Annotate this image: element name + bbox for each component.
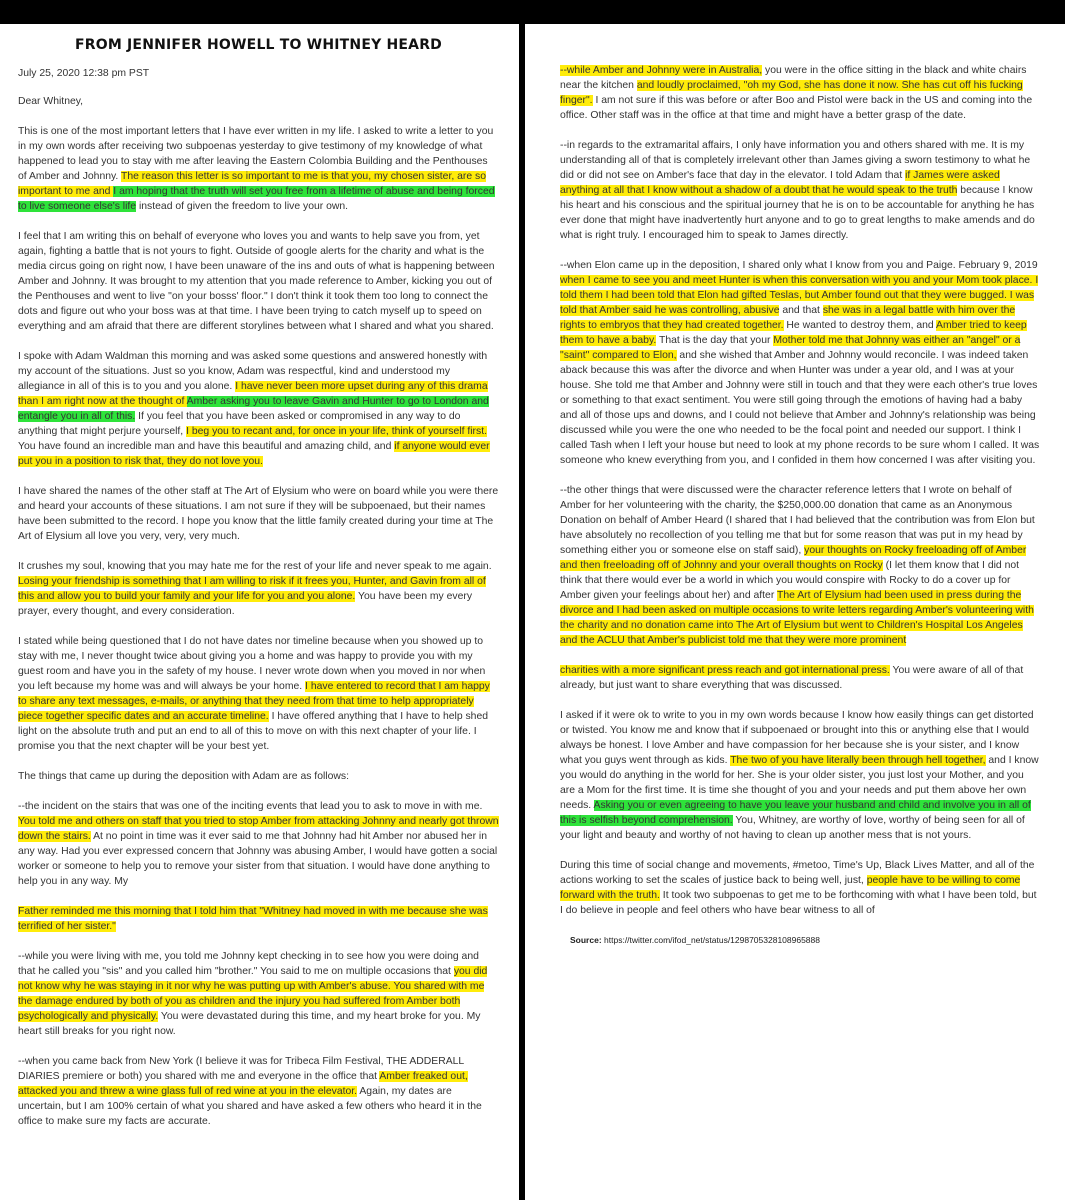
yellow-highlight: Amber tried to keep them to have a baby. xyxy=(560,320,1027,346)
text-run: If you feel that you have been asked or compromised in any way to do anything that might perjure yourself, xyxy=(18,411,461,437)
text-run: I asked if it were ok to write to you in my own words because I know how easily things can get distorted or twisted. You know me and know that if subpoenaed or brought into this or anything else that I would always be honest. I love Amber and have compassion for her because she is your sister, and I know what you guys went through as kids. xyxy=(560,710,1034,766)
yellow-highlight: and loudly proclaimed, "oh my God, she has done it now. She has cut off his fucking finger". xyxy=(560,80,1023,106)
text-run: The things that came up during the deposition with Adam are as follows: xyxy=(18,771,349,782)
text-run: --while you were living with me, you told me Johnny kept checking in to see how you were doing and that he called you "sis" and you called him "brother." You said to me on multiple occasions that xyxy=(18,951,479,977)
yellow-highlight: --while Amber and Johnny were in Australia, xyxy=(560,65,763,76)
text-run: During this time of social change and movements, #metoo, Time's Up, Black Lives Matter, and all of the actions working to set the scales of justice back to being well, just, xyxy=(560,860,1035,886)
yellow-highlight: Losing your friendship is something that I am willing to risk if it frees you, Hunter, and Gavin from all of this and allow you to build your family and your life for you and you alone. xyxy=(18,576,486,602)
paragraph xyxy=(18,484,499,544)
yellow-highlight: if anyone would ever put you in a position to risk that, they do not love you. xyxy=(18,441,490,467)
text-run: and she wished that Amber and Johnny would reconcile. I was indeed taken aback because this was after the divorce and when Hunter was under a year old, and I was at your house. She told me that Amber and Johnny were still in touch and that they were each other's true loves or something to that exact sentiment. You were still going through the emotions of having had a baby and all of those ups and downs, and I could not believe that Amber and Johnny's relationship was being discussed while you were the one who needed to be the focal point and needed our support. I think I called Tash when I left your house but need to look at my phone records to be sure whom I called. It was someone who knew everything from you, and I confided in them how concerned I was after visiting you. xyxy=(560,350,1040,466)
text-run: you were in the office sitting in the black and white chairs near the kitchen xyxy=(560,65,1027,91)
yellow-highlight: Mother told me that Johnny was either an "angel" or a "saint" compared to Elon, xyxy=(560,335,1021,361)
paragraph xyxy=(18,124,499,214)
text-run: Again, my dates are uncertain, but I am 100% certain of what you shared and have asked a few others who heard it in the office to make sure my facts are accurate. xyxy=(18,1086,482,1127)
text-run: You were devastated during this time, and my heart broke for you. My heart still breaks for you right now. xyxy=(18,1011,481,1037)
text-run: You, Whitney, are worthy of love, worthy of being seen for all of your light and beauty and worthy of not having to clean up another mess that is not yours. xyxy=(560,815,1025,841)
yellow-highlight: The Art of Elysium had been used in press during the divorce and I had been asked on multiple occasions to write letters regarding Amber's volunteering with the charity and no donation came into The Art of Elysium but went to Children's Hospital Los Angeles and the ACLU that Amber's publicist told me that they were more prominent xyxy=(560,590,1034,646)
text-run: and that xyxy=(779,305,823,316)
text-run: --the incident on the stairs that was one of the inciting events that lead you to ask to move in with me. xyxy=(18,801,483,812)
source-citation xyxy=(570,933,1040,948)
paragraph xyxy=(18,799,499,889)
yellow-highlight: when I came to see you and meet Hunter is when this conversation with you and your Mom took place. I told them I had been told that Elon had gifted Teslas, but Amber found out that they were bugged. I was told that Amber said he was controlling, abusive xyxy=(560,275,1039,316)
text-run: I am not sure if this was before or after Boo and Pistol were back in the US and coming into the office. Other staff was in the office at that time and might have a better grasp of the date. xyxy=(560,95,1033,121)
text-run: --when Elon came up in the deposition, I shared only what I know from you and Paige. February 9, 2019 xyxy=(560,260,1038,271)
text-run: It took two subpoenas to get me to be forthcoming with what I have been told, but I do believe in people and feel others who have bear witness to all of xyxy=(560,890,1037,916)
text-run: You were aware of all of that already, but just want to share everything that was discussed. xyxy=(560,665,1024,691)
green-highlight: Asking you or even agreeing to have you leave your husband and child and involve you in all of this is selfish beyond comprehension. xyxy=(560,800,1031,826)
paragraph xyxy=(560,708,1040,843)
yellow-highlight: if James were asked anything at all that I know without a shadow of a doubt that he would speak to the truth xyxy=(560,170,1000,196)
text-run: I stated while being questioned that I do not have dates nor timeline because when you showed up to stay with me, I never thought twice about giving you a home and was happy to provide you with my guest room and have you in the safety of my house. I never wrote down when you moved in nor when you left because my home was and will always be your home. xyxy=(18,636,486,692)
source-label: Source: xyxy=(570,935,602,945)
top-black-bar xyxy=(0,0,1065,24)
text-run: At no point in time was it ever said to me that Johnny had hit Amber nor abused her in any way. Had you ever expressed concern that Johnny was abusing Amber, I would have gotten a social worker or someone to help you to remove your sister from that situation. I would have done anything to help you in any way. My xyxy=(18,831,498,887)
left-column xyxy=(18,24,499,1144)
letter-date: July 25, 2020 12:38 pm PST xyxy=(18,68,150,79)
letter-greeting: Dear Whitney, xyxy=(18,96,84,107)
text-run: and I know you would do anything in the world for her. She is your older sister, you just lost your Mother, and you are a Mom for the first time. It is time she thought of you and your needs and put them above her own needs. xyxy=(560,755,1039,811)
paragraph xyxy=(18,949,499,1039)
text-run: because I know his heart and his conscious and the spiritual journey that he is on to be accountable for anything he has ever done that might have inadvertently hurt anyone and to go to great lengths to make amends and do what is right truly. I encouraged him to speak to James directly. xyxy=(560,185,1035,241)
paragraph xyxy=(560,138,1040,243)
text-run: That is the day that your xyxy=(656,335,774,346)
yellow-highlight: You told me and others on staff that you tried to stop Amber from attacking Johnny and nearly got thrown down the stairs. xyxy=(18,816,499,842)
green-highlight: I am hoping that the truth will set you free from a lifetime of abuse and being forced to live someone else's life xyxy=(18,186,495,212)
paragraph xyxy=(18,904,499,934)
paragraph xyxy=(18,559,499,619)
yellow-highlight: I have entered to record that I am happy to share any text messages, e-mails, or anything that they need from that time to help appropriately piece together specific dates and an accurate timeline. xyxy=(18,681,490,722)
paragraph xyxy=(560,663,1040,693)
yellow-highlight: The reason this letter is so important to me is that you, my chosen sister, are so important to me and xyxy=(18,171,487,197)
paragraph xyxy=(560,483,1040,648)
paragraph xyxy=(18,769,499,784)
text-run: You have been my every prayer, every thought, and every consideration. xyxy=(18,591,473,617)
yellow-highlight: The two of you have literally been through hell together, xyxy=(730,755,986,766)
text-run: instead of given the freedom to live your own. xyxy=(136,201,349,212)
paragraph xyxy=(18,349,499,469)
text-run: --the other things that were discussed were the character reference letters that I wrote on behalf of Amber for her volunteering with the charity, the $250,000.00 donation that came as an Anonymous Donation on behalf of Amber Heard (I shared that I had believed that the contribution was from Elon but have absolutely no recollection of you telling me that but for some reason that was put in my head by something either you or someone else on staff said), xyxy=(560,485,1035,556)
yellow-highlight: I beg you to recant and, for once in your life, think of yourself first. xyxy=(186,426,487,437)
paragraph xyxy=(560,63,1040,123)
source-link[interactable]: https://twitter.com/ifod_net/status/1298705328108965888 xyxy=(604,935,820,945)
letter-page-right xyxy=(525,24,1065,1200)
text-run: He wanted to destroy them, and xyxy=(783,320,937,331)
yellow-highlight: people have to be willing to come forward with the truth. xyxy=(560,875,1021,901)
text-run: You have found an incredible man and have this beautiful and amazing child, and xyxy=(18,441,395,452)
letter-page-left xyxy=(0,24,519,1200)
yellow-highlight: Father reminded me this morning that I told him that "Whitney had moved in with me because she was terrified of her sister." xyxy=(18,906,488,932)
yellow-highlight: charities with a more significant press reach and got international press. xyxy=(560,665,890,676)
yellow-highlight: I have never been more upset during any of this drama than I am right now at the thought of xyxy=(18,381,488,407)
text-run: This is one of the most important letters that I have ever written in my life. I asked to write a letter to you in my own words after receiving two subpoenas yesterday to give testimony of my knowledge of what happened to lead you to stay with me after leaving the Eastern Colombia Building and the Penthouses of Amber and Johnny. xyxy=(18,126,494,182)
right-column xyxy=(560,63,1040,948)
paragraph xyxy=(18,229,499,334)
green-highlight: Amber asking you to leave Gavin and Hunter to go to London and entangle you in all of this. xyxy=(18,396,489,422)
left-body xyxy=(18,124,499,1129)
text-run: It crushes my soul, knowing that you may hate me for the rest of your life and never speak to me again. xyxy=(18,561,492,572)
right-body xyxy=(560,63,1040,918)
yellow-highlight: she was in a legal battle with him over the rights to embryos that they had created together. xyxy=(560,305,1016,331)
letter-title: FROM JENNIFER HOWELL TO WHITNEY HEARD xyxy=(74,37,443,53)
paragraph xyxy=(560,258,1040,468)
yellow-highlight: your thoughts on Rocky freeloading off of Amber and then freeloading off of Johnny and your overall thoughts on Rocky xyxy=(560,545,1027,571)
text-run: --in regards to the extramarital affairs, I only have information you and others shared with me. It is my understanding all of that is completely irrelevant other than James giving a sworn testimony to what he did or did not see on Amber's face that day in the elevator. I told Adam that xyxy=(560,140,1031,181)
text-run: I have shared the names of the other staff at The Art of Elysium who were on board while you were there and heard your accounts of these situations. I am not sure if they will be subpoenaed, but their names have been submitted to the record. I hope you know that the little family created during your time at The Art of Elysium all love you very, very, very much. xyxy=(18,486,499,542)
paragraph xyxy=(18,634,499,754)
text-run: (I let them know that I did not think that there would ever be a world in which you would conspire with Rocky to do a cover up for Amber given your feelings about her) and after xyxy=(560,560,1020,601)
yellow-highlight: Amber freaked out, attacked you and threw a wine glass full of red wine at you in the elevator. xyxy=(18,1071,468,1097)
text-run: I have offered anything that I have to help shed light on the absolute truth and put an end to all of this to move on with this next chapter of your life. I promise you that the next chapter will be your best yet. xyxy=(18,711,489,752)
yellow-highlight: you did not know why he was staying in it nor why he was putting up with Amber's abuse. You shared with me the damage endured by both of you as children and the injury you had suffered from Amber both psychologically and physically. xyxy=(18,966,488,1022)
paragraph xyxy=(560,858,1040,918)
paragraph xyxy=(18,1054,499,1129)
text-run: I feel that I am writing this on behalf of everyone who loves you and wants to help save you from, yet again, fighting a battle that is not yours to fight. Outside of google alerts for the charity and what is the media circus going on right now, I have been unaware of the ins and outs of what is happening between Amber and Johnny. It was brought to my attention that you made reference to Amber, kicking you out of the Penthouses and went to live "on your bosss' floor." I don't think it took them too long to connect the dots and figure out who your boss was at that time. I have been trying to catch myself up to speed on everything and am afraid that there are different storylines between what I shared and what you shared. xyxy=(18,231,495,332)
text-run: I spoke with Adam Waldman this morning and was asked some questions and answered honestly with my account of the situations. Just so you know, Adam was respectful, kind and understood my allegiance in all of this is to you and you alone. xyxy=(18,351,488,392)
text-run: --when you came back from New York (I believe it was for Tribeca Film Festival, THE ADDERALL DIARIES premiere or both) you shared with me and everyone in the office that xyxy=(18,1056,464,1082)
